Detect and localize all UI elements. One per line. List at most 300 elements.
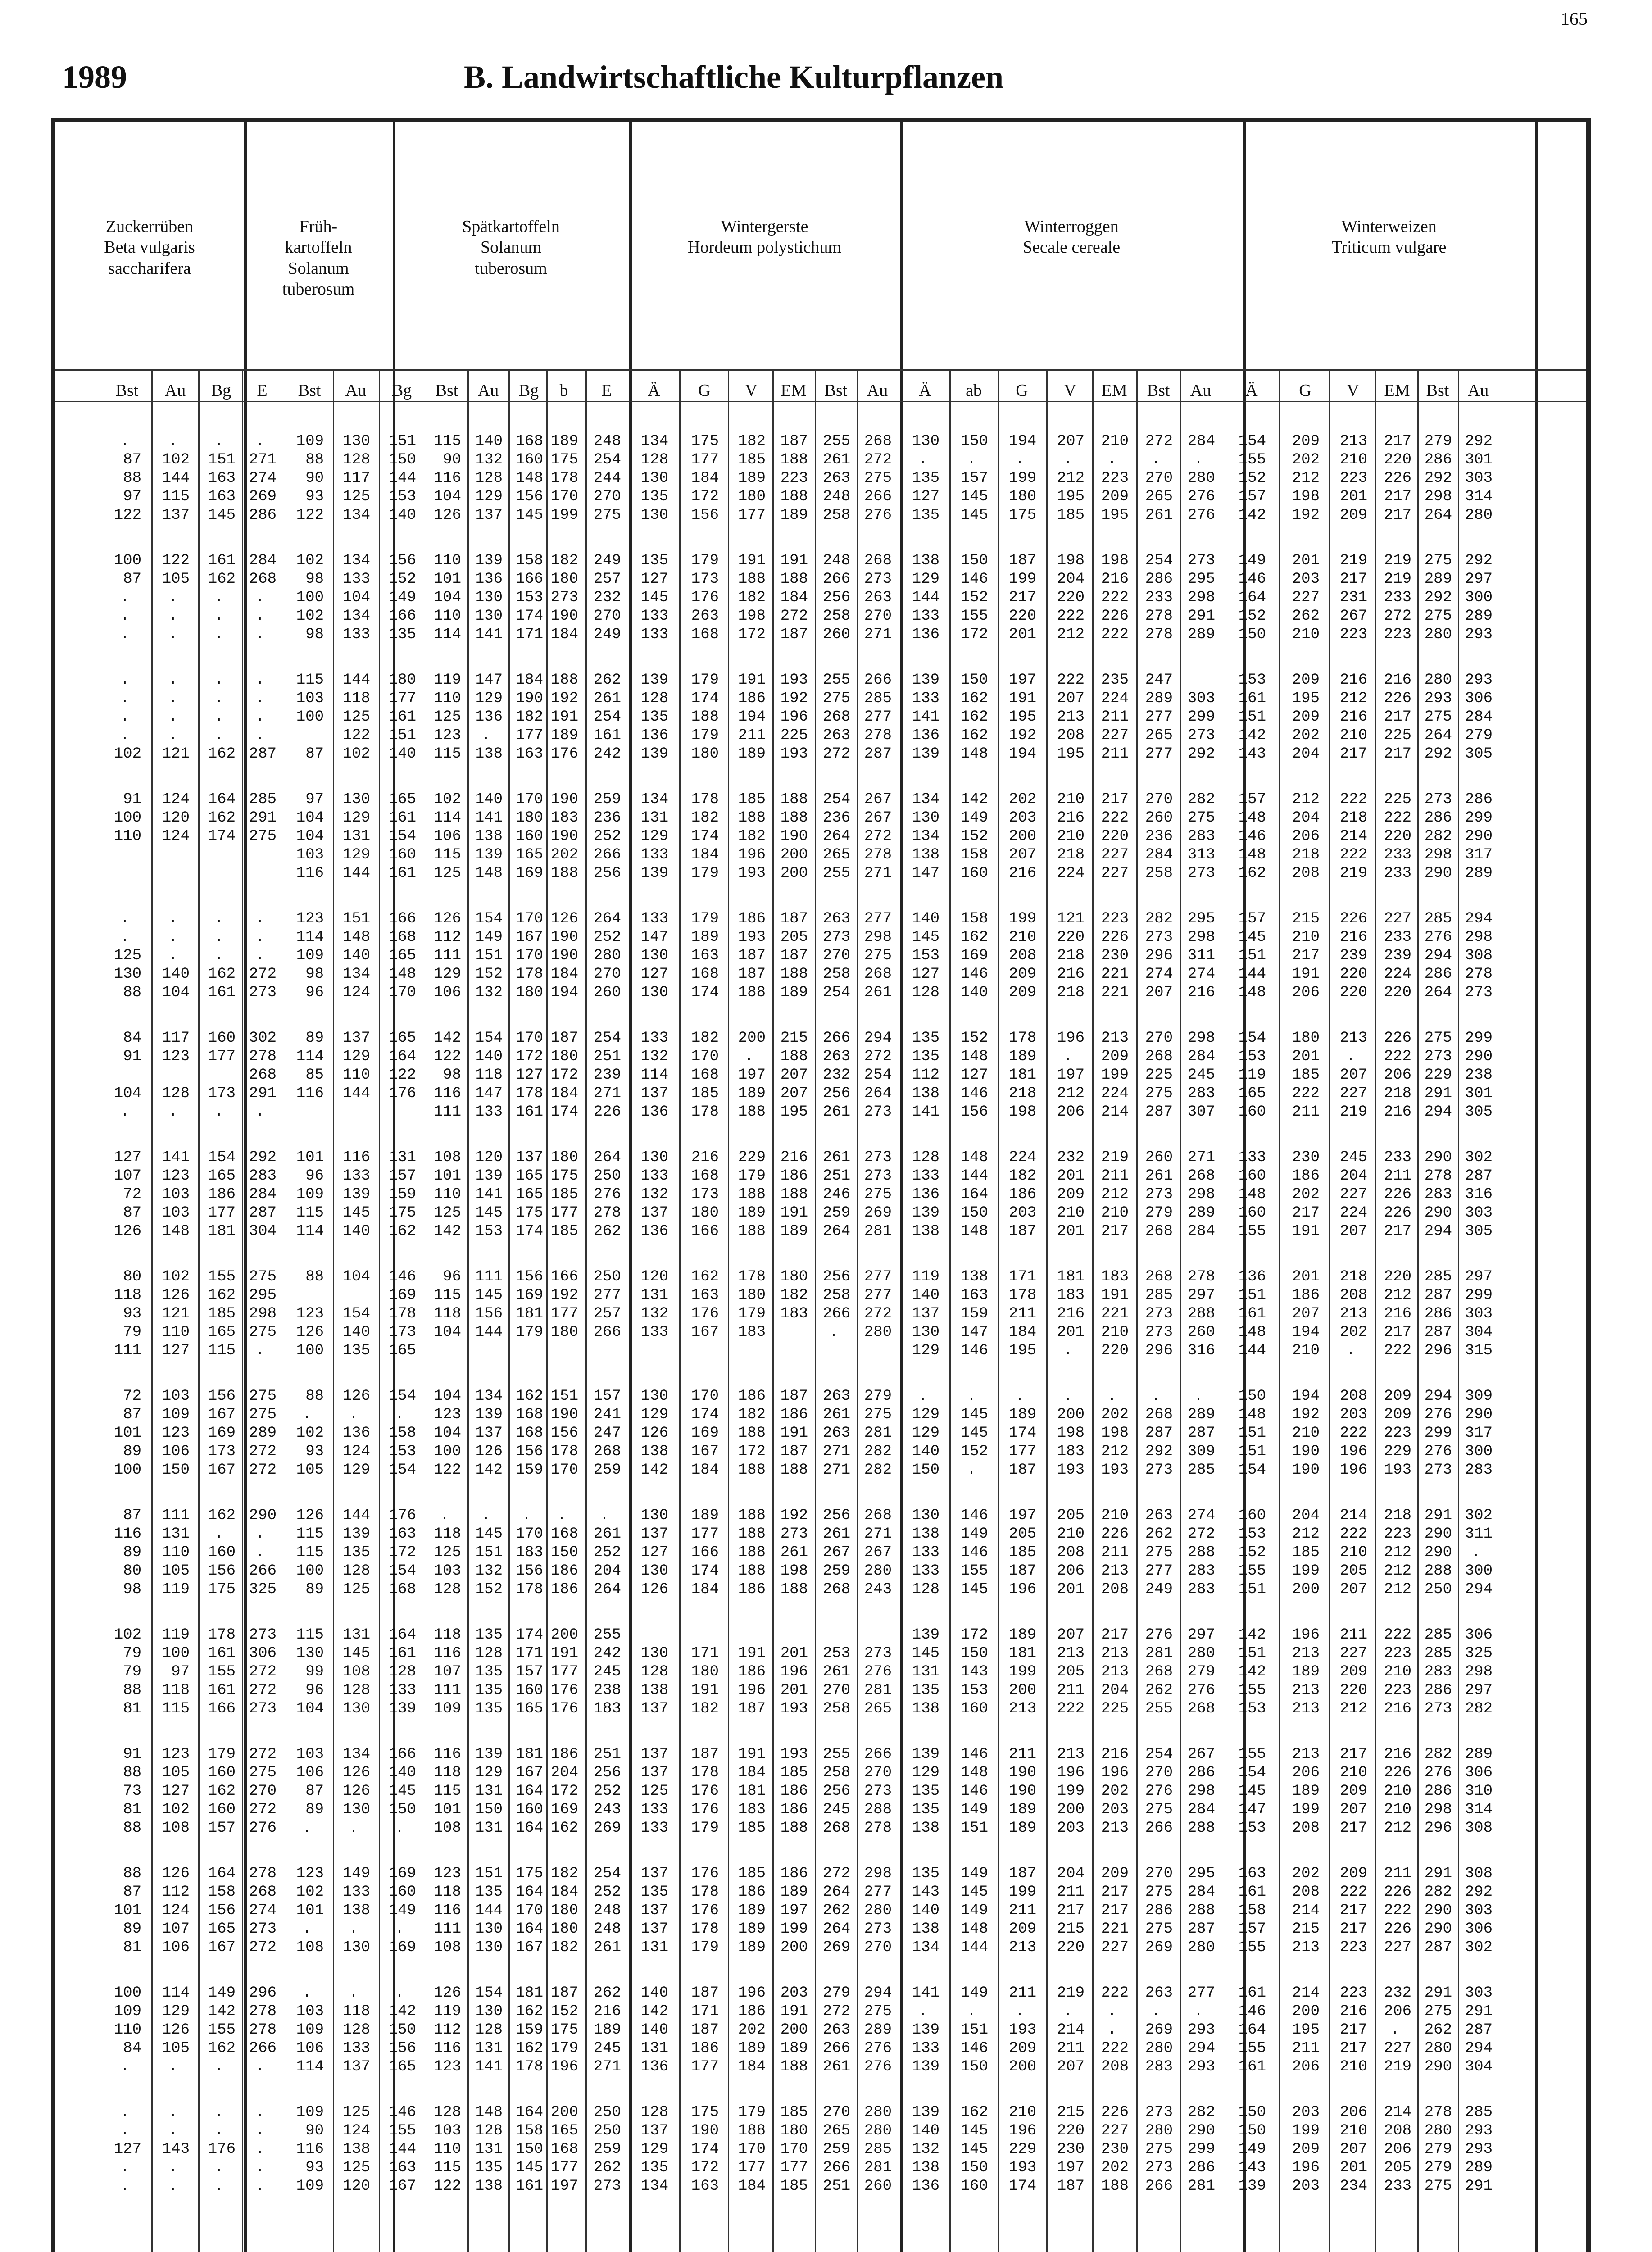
table-cell: 155 [1238,1223,1266,1240]
table-cell: 305 [1465,745,1493,763]
table-cell: 217 [1384,433,1411,450]
table-cell: 201 [1292,1048,1320,1065]
table-cell: 306 [249,1645,277,1662]
table-cell: 156 [515,1562,543,1580]
table-cell: 182 [691,1030,719,1047]
table-cell: 129 [912,1425,939,1442]
table-cell: 185 [1057,507,1085,524]
crop-name [393,216,629,279]
table-cell: 280 [1187,470,1215,487]
table-cell: 255 [1145,1700,1173,1717]
table-cell: 200 [780,1939,808,1956]
table-cell: 186 [780,1167,808,1185]
table-cell: 130 [912,1507,939,1524]
table-cell: 187 [738,966,766,983]
table-cell: 102 [296,608,324,625]
table-cell: 210 [1008,929,1036,946]
table-cell: 133 [640,626,668,643]
table-cell: 265 [1145,727,1173,744]
table-cell: 101 [433,571,461,588]
column-code: EM [781,381,807,400]
table-cell: 216 [1187,984,1215,1001]
table-cell: 100 [296,589,324,606]
table-cell: 254 [1145,1746,1173,1763]
table-cell: 169 [691,1425,719,1442]
column-code: V [1347,381,1359,400]
table-cell: 296 [1145,1342,1173,1359]
table-cell: 187 [691,2021,719,2039]
table-cell: 203 [1339,1406,1367,1423]
table-cell: 116 [433,470,461,487]
table-cell: . [1063,1388,1073,1405]
table-cell: 168 [550,2141,578,2158]
table-cell: 287 [1424,1939,1452,1956]
table-cell: 217 [1339,2021,1367,2039]
table-cell: 137 [640,1865,668,1882]
table-cell: 140 [640,2021,668,2039]
table-cell: 172 [550,1783,578,1800]
table-cell: 130 [912,1324,939,1341]
table-cell: 217 [1339,2040,1367,2057]
table-cell: 199 [1101,1067,1129,1084]
table-cell: 152 [1238,470,1266,487]
table-cell: 261 [593,1939,621,1956]
table-cell: 273 [1145,1186,1173,1203]
table-cell: 214 [1384,2104,1411,2121]
table-cell: 266 [864,672,892,689]
table-cell: 179 [738,1305,766,1322]
table-cell: 87 [305,1783,324,1800]
table-cell: 128 [640,451,668,468]
table-cell: 213 [1339,1030,1367,1047]
table-cell: 118 [342,2003,370,2020]
table-cell: 165 [208,1167,236,1185]
table-cell: 210 [1339,451,1367,468]
table-cell: 284 [1187,433,1215,450]
table-cell: 185 [691,1085,719,1102]
table-cell: 269 [249,488,277,505]
table-cell: 285 [864,2141,892,2158]
table-cell: 216 [1101,571,1129,588]
table-cell: 139 [640,865,668,882]
table-cell: 196 [1292,1626,1320,1644]
table-cell: . [214,672,224,689]
table-cell: 278 [593,1204,621,1221]
table-cell: 219 [1384,2058,1411,2075]
crop-name [55,216,244,279]
table-cell: 134 [342,966,370,983]
table-cell: 191 [780,552,808,569]
table-cell: 123 [162,1425,190,1442]
table-cell: 139 [912,1204,939,1221]
table-cell: 154 [388,1462,416,1479]
table-cell: 151 [342,910,370,927]
table-cell: 310 [1465,1783,1493,1800]
table-cell: 147 [1238,1801,1266,1818]
table-cell: 276 [1145,1626,1173,1644]
table-cell: 147 [475,1085,503,1102]
table-cell: 267 [864,1544,892,1561]
table-cell: 248 [593,1902,621,1919]
table-cell: 275 [249,1268,277,1285]
table-cell: 111 [113,1342,141,1359]
table-cell: 135 [475,1626,503,1644]
table-cell: 173 [208,1443,236,1460]
table-cell: 128 [342,451,370,468]
table-cell: 133 [342,626,370,643]
table-cell: 275 [864,1406,892,1423]
table-cell: 248 [593,433,621,450]
table-cell: 281 [864,1425,892,1442]
table-cell: 197 [1008,1507,1036,1524]
table-cell: 150 [388,1801,416,1818]
table-cell: 148 [515,470,543,487]
table-cell: 270 [822,1682,850,1699]
table-cell: 171 [691,2003,719,2020]
table-cell: 181 [515,1305,543,1322]
table-cell: 178 [550,1443,578,1460]
table-cell: 148 [1238,1186,1266,1203]
table-cell: 292 [1465,433,1493,450]
table-cell: 145 [640,589,668,606]
table-cell: 79 [123,1645,141,1662]
table-cell: 148 [1238,809,1266,826]
table-cell: 293 [1465,626,1493,643]
table-cell: 297 [1187,1287,1215,1304]
table-cell: 188 [550,865,578,882]
table-cell: 154 [475,1030,503,1047]
table-cell: 260 [593,984,621,1001]
table-cell: 222 [1057,608,1085,625]
table-cell: 166 [691,1223,719,1240]
table-cell: 164 [515,1783,543,1800]
table-cell: 170 [780,2141,808,2158]
table-cell: 111 [433,947,461,964]
table-cell: 292 [249,1149,277,1166]
table-cell: 217 [1008,589,1036,606]
table-cell: 205 [1057,1507,1085,1524]
table-cell: . [255,1342,265,1359]
table-cell: 110 [113,828,141,845]
table-cell: 170 [550,488,578,505]
table-cell: 188 [738,1562,766,1580]
table-cell: 270 [1145,1764,1173,1781]
table-cell: 303 [1187,690,1215,707]
table-cell: 89 [123,1921,141,1938]
table-cell: 154 [388,1388,416,1405]
table-cell: 110 [433,608,461,625]
table-cell: 213 [1008,1700,1036,1717]
table-cell: 160 [515,828,543,845]
table-cell: 212 [1339,1700,1367,1717]
table-cell: 144 [1238,1342,1266,1359]
table-cell: 143 [912,1884,939,1901]
table-cell: 108 [296,1939,324,1956]
table-cell: 187 [780,1388,808,1405]
table-cell: 290 [1465,1406,1493,1423]
table-cell: 203 [1057,1820,1085,1837]
table-cell: 139 [912,672,939,689]
table-cell: 273 [780,1526,808,1543]
table-cell: 298 [1187,1186,1215,1203]
table-cell: 308 [1465,1865,1493,1882]
table-cell: 151 [1238,1581,1266,1598]
table-cell: 279 [1424,433,1452,450]
table-cell: 198 [1101,1425,1129,1442]
table-cell: 150 [960,552,988,569]
column-code: Bst [1147,381,1170,400]
table-cell: 189 [738,1204,766,1221]
table-cell: 151 [960,2021,988,2039]
table-cell: 189 [1008,1406,1036,1423]
table-cell: 207 [1057,2058,1085,2075]
table-cell: 198 [1057,1425,1085,1442]
table-cell: 154 [1238,1030,1266,1047]
table-cell: 169 [550,1801,578,1818]
table-cell: 273 [1424,1048,1452,1065]
table-cell: 145 [912,1645,939,1662]
table-cell: 115 [296,1526,324,1543]
table-cell: 81 [123,1700,141,1717]
table-cell: 177 [691,451,719,468]
table-cell: 189 [738,1902,766,1919]
table-cell: 266 [822,571,850,588]
table-cell: 313 [1187,846,1215,863]
table-cell: 268 [822,1820,850,1837]
table-cell: . [599,1507,609,1524]
table-cell: 213 [1057,1746,1085,1763]
table-cell: 209 [1101,488,1129,505]
table-cell: 196 [1008,2122,1036,2139]
year-heading: 1989 [62,59,127,95]
table-cell: 285 [1424,910,1452,927]
table-cell: 200 [1008,828,1036,845]
table-cell: 174 [1008,1425,1036,1442]
crop-name-line: Beta vulgaris [104,238,195,257]
table-cell: 225 [1101,1700,1129,1717]
table-cell: 196 [1339,1462,1367,1479]
table-cell: 289 [1424,571,1452,588]
table-cell: 224 [1008,1149,1036,1166]
table-cell: 213 [1057,1645,1085,1662]
table-cell: 272 [249,966,277,983]
table-cell: 196 [550,2058,578,2075]
table-cell: 275 [249,828,277,845]
table-cell: 127 [515,1067,543,1084]
table-cell: 105 [162,1764,190,1781]
table-cell: 163 [515,745,543,763]
table-cell: 230 [1057,2141,1085,2158]
table-cell: 273 [864,1167,892,1185]
table-cell: 264 [864,1085,892,1102]
table-cell: 132 [912,2141,939,2158]
table-cell: 194 [1292,1324,1320,1341]
table-cell: 178 [691,1884,719,1901]
table-cell: 149 [960,1984,988,2002]
table-cell: 152 [960,589,988,606]
table-cell: 270 [593,488,621,505]
table-cell: 140 [162,966,190,983]
table-cell: 130 [640,1388,668,1405]
table-cell: 178 [515,2058,543,2075]
table-cell: 160 [388,846,416,863]
table-cell: . [395,1921,404,1938]
table-cell: 275 [1145,1884,1173,1901]
table-cell: 174 [550,1103,578,1121]
table-cell: 112 [433,929,461,946]
table-cell: 151 [1238,1425,1266,1442]
table-cell: 138 [912,1526,939,1543]
table-cell: 130 [475,1939,503,1956]
table-cell: 155 [1238,1682,1266,1699]
table-cell: 302 [249,1030,277,1047]
table-cell: 154 [1238,1462,1266,1479]
table-cell: 217 [1384,488,1411,505]
table-cell: 146 [960,1544,988,1561]
table-cell: 161 [208,1682,236,1699]
table-cell: 274 [1187,966,1215,983]
table-cell: 150 [960,1645,988,1662]
table-cell: 123 [162,1746,190,1763]
table-cell: 170 [550,1462,578,1479]
column-code: Bg [518,381,539,400]
major-column-divider [629,122,632,2252]
table-cell: 185 [208,1305,236,1322]
table-cell: 151 [475,947,503,964]
table-cell: 156 [388,2040,416,2057]
table-cell: 202 [1339,1324,1367,1341]
table-cell: 225 [1384,791,1411,808]
table-cell: 137 [640,1902,668,1919]
table-cell: 89 [305,1581,324,1598]
table-cell: 210 [1292,929,1320,946]
table-cell: 209 [1057,1186,1085,1203]
table-cell: . [481,1507,491,1524]
table-cell: . [1063,2003,1073,2020]
table-cell: 128 [342,1682,370,1699]
table-cell: 153 [960,1682,988,1699]
table-cell: . [255,947,265,964]
table-cell: 279 [864,1388,892,1405]
table-cell: 256 [593,1764,621,1781]
table-cell: 138 [912,552,939,569]
table-cell: 140 [912,1443,939,1460]
table-cell: 209 [1292,2141,1320,2158]
table-cell: 172 [738,1443,766,1460]
table-cell: 157 [960,470,988,487]
table-cell: 157 [593,1388,621,1405]
table-cell: 134 [640,433,668,450]
table-cell: 193 [780,1746,808,1763]
table-cell: 297 [1465,1682,1493,1699]
table-cell: 191 [1292,1223,1320,1240]
table-cell: 162 [550,1820,578,1837]
table-cell: 212 [1384,1820,1411,1837]
table-cell: 290 [1424,1526,1452,1543]
table-cell: 294 [1424,947,1452,964]
table-cell: . [255,708,265,726]
table-cell: 217 [1339,1820,1367,1837]
table-cell: 239 [1339,947,1367,964]
table-cell: 157 [1238,1921,1266,1938]
table-cell: 178 [738,1268,766,1285]
table-cell: . [967,1462,976,1479]
table-cell: 280 [864,2104,892,2121]
table-cell: 215 [780,1030,808,1047]
table-cell: . [120,2178,130,2195]
table-cell: 289 [1145,690,1173,707]
table-cell: 270 [593,608,621,625]
table-cell: 127 [912,966,939,983]
table-cell: 291 [1465,2003,1493,2020]
table-cell: 287 [1145,1103,1173,1121]
table-cell: 200 [1008,1682,1036,1699]
table-cell: 213 [1008,1939,1036,1956]
table-cell: 289 [249,1425,277,1442]
table-cell: 227 [1101,846,1129,863]
table-cell: . [120,690,130,707]
table-cell: 187 [1008,1462,1036,1479]
table-cell: 88 [123,1820,141,1837]
table-cell: 133 [640,1801,668,1818]
table-cell: 213 [1101,1820,1129,1837]
table-cell: 135 [475,2159,503,2176]
table-cell: 144 [342,1085,370,1102]
table-cell: 209 [1339,1865,1367,1882]
table-cell: 129 [342,846,370,863]
table-cell: 162 [960,2104,988,2121]
table-cell: 183 [738,1324,766,1341]
table-cell: 101 [296,1902,324,1919]
table-cell: 123 [433,1865,461,1882]
table-cell: 189 [550,727,578,744]
table-cell: . [302,1820,312,1837]
table-cell: 210 [1057,1526,1085,1543]
table-cell: 142 [640,2003,668,2020]
table-cell: 294 [864,1984,892,2002]
table-cell: . [255,1526,265,1543]
table-cell: . [168,910,178,927]
table-cell: 139 [912,2021,939,2039]
column-code: Bst [1426,381,1449,400]
table-cell: 181 [515,1746,543,1763]
table-cell: 193 [780,745,808,763]
table-cell: 197 [1057,2159,1085,2176]
table-cell: 143 [960,1663,988,1680]
table-cell: 162 [960,708,988,726]
table-cell: 164 [1238,589,1266,606]
table-cell: 138 [475,2178,503,2195]
table-cell: 116 [296,1085,324,1102]
table-cell: 152 [1238,608,1266,625]
table-cell: 146 [960,1783,988,1800]
table-cell: 81 [123,1801,141,1818]
table-cell: 290 [249,1507,277,1524]
table-cell: 256 [822,1783,850,1800]
table-cell: 145 [342,1645,370,1662]
table-cell: . [214,2058,224,2075]
table-cell: 268 [864,552,892,569]
table-cell: 162 [208,1287,236,1304]
table-cell: 214 [1292,1984,1320,2002]
table-cell: 116 [433,1645,461,1662]
table-cell: 200 [1008,2058,1036,2075]
table-cell: 292 [1465,1884,1493,1901]
table-cell: 140 [342,1324,370,1341]
table-cell: . [255,2122,265,2139]
table-cell: 250 [593,2122,621,2139]
table-cell: 162 [208,745,236,763]
